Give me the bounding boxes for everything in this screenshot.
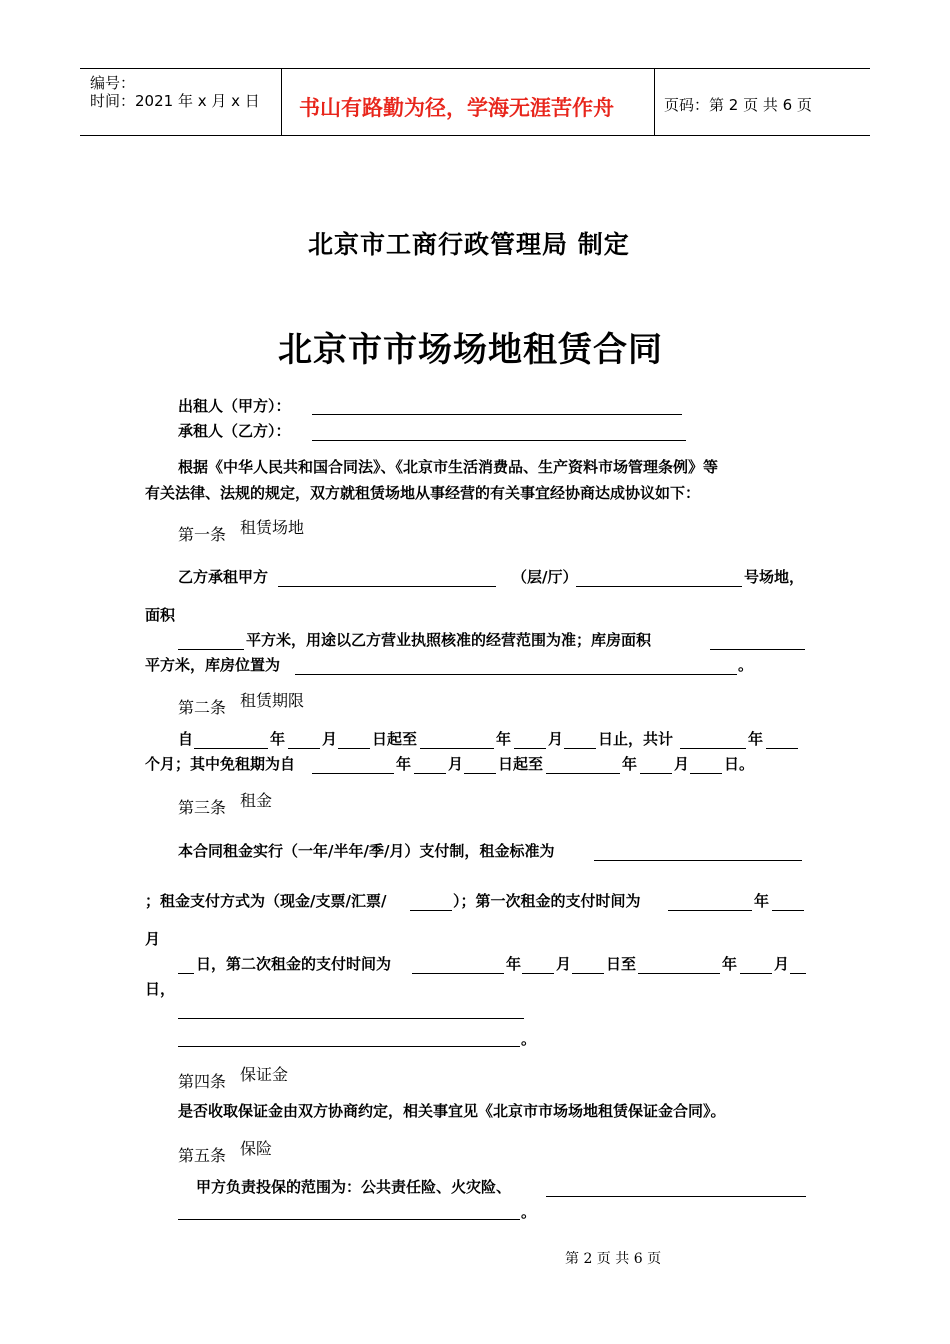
- payment-method-other-blank: [410, 910, 452, 911]
- article-1-text-6: 平方米，库房位置为: [145, 656, 281, 674]
- lessee-blank: [312, 440, 686, 441]
- second-end-month-blank: [740, 973, 772, 974]
- second-start-month-label: 月: [556, 955, 572, 973]
- term-from-label: 自: [178, 730, 194, 748]
- free-end-month-blank: [640, 773, 672, 774]
- article-5-heading: 保险: [240, 1139, 273, 1158]
- rent-payment-method: ；租金支付方式为（现金/支票/汇票/: [145, 892, 387, 910]
- article-2-number: 第二条: [178, 698, 227, 717]
- second-to-label: 日至: [606, 955, 637, 973]
- term-end-year-blank: [420, 748, 494, 749]
- rent-standard-blank: [594, 860, 802, 861]
- article-3-number: 第三条: [178, 798, 227, 817]
- free-end-day-label: 日。: [724, 755, 755, 773]
- term-start-month-blank: [288, 748, 320, 749]
- article-2-heading: 租赁期限: [240, 691, 305, 710]
- site-number-blank: [576, 586, 742, 587]
- term-start-month-label: 月: [322, 730, 338, 748]
- second-start-month-blank: [522, 973, 554, 974]
- issuing-bureau: 北京市工商行政管理局 制定: [308, 230, 630, 259]
- article-1-text-7: 。: [738, 656, 754, 674]
- free-start-year-label: 年: [396, 755, 412, 773]
- page-title: 北京市市场场地租赁合同: [278, 330, 663, 370]
- article-1-text-5: 平方米，用途以乙方营业执照核准的经营范围为准；库房面积: [246, 631, 652, 649]
- article-1-heading: 租赁场地: [240, 518, 305, 537]
- free-end-year-blank: [546, 773, 620, 774]
- article-4-number: 第四条: [178, 1072, 227, 1091]
- article-5-number: 第五条: [178, 1146, 227, 1165]
- header-motto: 书山有路勤为径，学海无涯苦作舟: [299, 95, 614, 120]
- area-blank: [178, 649, 244, 650]
- page-footer: 第 2 页 共 6 页: [565, 1251, 662, 1267]
- second-payment-label: 日，第二次租金的支付时间为: [196, 955, 392, 973]
- term-total-years-label: 年: [748, 730, 764, 748]
- header-divider-right: [654, 68, 655, 136]
- second-start-day-blank: [572, 973, 604, 974]
- article-1-text-2: （层/厅）: [512, 568, 578, 586]
- term-end-month-blank: [514, 748, 546, 749]
- rent-extra-blank-1: [178, 1018, 524, 1019]
- insurance-blank-2: [178, 1219, 520, 1220]
- free-start-month-label: 月: [448, 755, 464, 773]
- free-start-to-label: 日起至: [498, 755, 544, 773]
- floor-blank: [278, 586, 496, 587]
- rent-payment-basis: 本合同租金实行（一年/半年/季/月）支付制，租金标准为: [178, 842, 555, 860]
- article-3-heading: 租金: [240, 791, 273, 810]
- free-end-day-blank: [690, 773, 722, 774]
- header-bottom-rule: [80, 135, 870, 136]
- second-start-year-blank: [412, 973, 504, 974]
- term-start-year-blank: [194, 748, 268, 749]
- rent-free-label: 个月；其中免租期为自: [145, 755, 296, 773]
- term-end-month-label: 月: [548, 730, 564, 748]
- deposit-clause: 是否收取保证金由双方协商约定，相关事宜见《北京市市场场地租赁保证金合同》。: [178, 1102, 726, 1120]
- free-end-month-label: 月: [674, 755, 690, 773]
- term-start-to-label: 日起至: [372, 730, 418, 748]
- header-time-label: 时间：2021 年 x 月 x 日: [90, 92, 260, 110]
- term-end-day-blank: [564, 748, 596, 749]
- rent-extra-blank-2: [178, 1046, 520, 1047]
- header-page-info: 页码：第 2 页 共 6 页: [664, 96, 812, 114]
- preamble-line-1: 根据《中华人民共和国合同法》、《北京市生活消费品、生产资料市场管理条例》等: [178, 458, 719, 476]
- free-start-month-blank: [414, 773, 446, 774]
- term-start-year-label: 年: [270, 730, 286, 748]
- article-4-heading: 保证金: [240, 1065, 289, 1084]
- insurance-blank-1: [546, 1196, 806, 1197]
- first-payment-label: ）；第一次租金的支付时间为: [453, 892, 641, 910]
- free-start-year-blank: [312, 773, 394, 774]
- second-start-year-label: 年: [506, 955, 522, 973]
- first-payment-year-label: 年: [754, 892, 770, 910]
- preamble-line-2: 有关法律、法规的规定，双方就租赁场地从事经营的有关事宜经协商达成协议如下：: [145, 484, 701, 502]
- article-1-number: 第一条: [178, 525, 227, 544]
- storage-area-blank: [710, 649, 805, 650]
- lessee-label: 承租人（乙方）：: [178, 422, 291, 440]
- term-total-years-blank: [680, 748, 746, 749]
- header-divider-left: [281, 68, 282, 136]
- first-payment-day-blank: [178, 973, 194, 974]
- second-end-year-label: 年: [722, 955, 738, 973]
- insurance-period: 。: [521, 1203, 537, 1221]
- header-number-label: 编号：: [90, 74, 136, 92]
- article-1-text-4: 面积: [145, 606, 176, 624]
- second-end-month-label: 月: [774, 955, 790, 973]
- storage-location-blank: [295, 674, 737, 675]
- lessor-blank: [312, 414, 682, 415]
- second-end-year-blank: [638, 973, 720, 974]
- article-1-text-1: 乙方承租甲方: [178, 568, 269, 586]
- header-top-rule: [80, 68, 870, 69]
- rent-extra-period: 。: [521, 1030, 537, 1048]
- insurance-clause: 甲方负责投保的范围为：公共责任险、火灾险、: [196, 1178, 512, 1196]
- lessor-label: 出租人（甲方）：: [178, 397, 291, 415]
- first-payment-month-label: 月: [145, 930, 161, 948]
- term-start-day-blank: [338, 748, 370, 749]
- free-start-day-blank: [464, 773, 496, 774]
- free-end-year-label: 年: [622, 755, 638, 773]
- term-total-months-blank: [766, 748, 798, 749]
- second-end-day-blank: [790, 973, 806, 974]
- article-1-text-3: 号场地，: [744, 568, 805, 586]
- first-payment-year-blank: [668, 910, 752, 911]
- term-end-year-label: 年: [496, 730, 512, 748]
- term-end-total-label: 日止，共计: [598, 730, 674, 748]
- first-payment-month-blank: [772, 910, 804, 911]
- second-end-day-label: 日，: [145, 980, 176, 998]
